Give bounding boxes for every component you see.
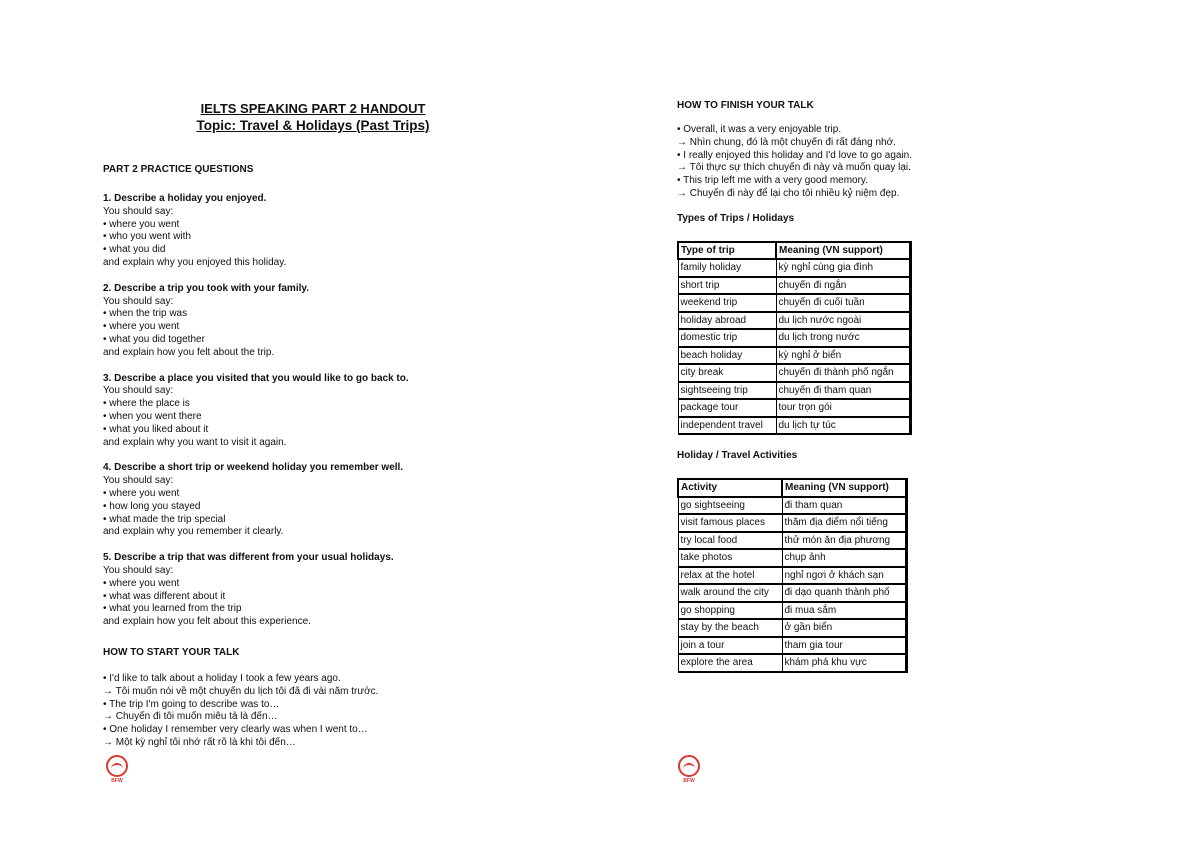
table-cell: kỳ nghỉ cùng gia đình [776, 259, 911, 277]
question-2 [103, 283, 543, 360]
table-row [678, 514, 907, 532]
question-line: and explain how you felt about this experience. [103, 616, 311, 628]
start-line: • One holiday I remember very clearly was when I went to… [103, 724, 368, 736]
question-3 [103, 373, 543, 450]
table-row [678, 619, 907, 637]
table-cell: du lịch nước ngoài [776, 312, 911, 330]
column-header: Activity [678, 479, 782, 497]
table-cell: walk around the city [678, 584, 782, 602]
table-cell: tour trọn gói [776, 399, 911, 417]
question-line: • what made the trip special [103, 513, 226, 525]
table-cell: tham gia tour [782, 637, 907, 655]
logo-text: BFW [683, 778, 695, 784]
question-prompt: 3. Describe a place you visited that you would like to go back to. [103, 372, 409, 384]
types-table [677, 241, 912, 436]
question-line: • where you went [103, 577, 180, 589]
question-line: You should say: [103, 475, 174, 487]
table-cell: chuyến đi ngắn [776, 277, 911, 295]
right-page [600, 0, 1200, 849]
table-cell: chuyến đi tham quan [776, 382, 911, 400]
question-line: • what you did together [103, 333, 205, 345]
table-row [678, 549, 907, 567]
question-prompt: 2. Describe a trip you took with your family. [103, 282, 309, 294]
question-line: • what you liked about it [103, 423, 209, 435]
table-row [678, 532, 907, 550]
page-title: IELTS SPEAKING PART 2 HANDOUT [200, 101, 426, 116]
table-row [678, 497, 907, 515]
question-line: • what was different about it [103, 590, 226, 602]
table-cell: short trip [678, 277, 776, 295]
table-cell: khám phá khu vực [782, 654, 907, 672]
table-cell: chụp ảnh [782, 549, 907, 567]
table-cell: chuyến đi thành phố ngắn [776, 364, 911, 382]
start-heading: HOW TO START YOUR TALK [103, 646, 240, 658]
start-line: • The trip I'm going to describe was to… [103, 698, 280, 710]
table-header-row [678, 242, 911, 260]
table-row [678, 347, 911, 365]
question-line: You should say: [103, 385, 174, 397]
table-row [678, 654, 907, 672]
table-row [678, 294, 911, 312]
left-content [103, 164, 543, 750]
table-cell: family holiday [678, 259, 776, 277]
table-cell: thử món ăn địa phương [782, 532, 907, 550]
question-line: • what you did [103, 244, 166, 256]
question-line: You should say: [103, 295, 174, 307]
question-line: • where you went [103, 321, 180, 333]
table-cell: du lịch tự túc [776, 417, 911, 435]
table-row [678, 417, 911, 435]
logo-text: BFW [111, 778, 123, 784]
table-cell: kỳ nghỉ ở biển [776, 347, 911, 365]
finish-line: • I really enjoyed this holiday and I'd love to go again. [677, 149, 913, 161]
question-line: • when you went there [103, 410, 202, 422]
table-cell: take photos [678, 549, 782, 567]
table-cell: nghỉ ngơi ở khách sạn [782, 567, 907, 585]
table-cell: try local food [678, 532, 782, 550]
table-cell: thăm địa điểm nổi tiếng [782, 514, 907, 532]
table-row [678, 312, 911, 330]
table-cell: đi tham quan [782, 497, 907, 515]
question-line: • where you went [103, 487, 180, 499]
table-cell: chuyến đi cuối tuần [776, 294, 911, 312]
right-content [677, 100, 1097, 688]
finish-line: • Overall, it was a very enjoyable trip. [677, 124, 842, 135]
table-cell: đi dạo quanh thành phố [782, 584, 907, 602]
column-header: Meaning (VN support) [782, 479, 907, 497]
question-line: • what you learned from the trip [103, 603, 242, 615]
question-line: and explain why you enjoyed this holiday. [103, 256, 287, 268]
table-cell: sightseeing trip [678, 382, 776, 400]
question-line: • where the place is [103, 398, 190, 410]
start-talk-section [103, 647, 543, 750]
question-1 [103, 193, 543, 270]
question-prompt: 4. Describe a short trip or weekend holiday you remember well. [103, 462, 404, 474]
table-cell: relax at the hotel [678, 567, 782, 585]
table-cell: go sightseeing [678, 497, 782, 515]
table-row [678, 364, 911, 382]
table-cell: stay by the beach [678, 619, 782, 637]
question-5 [103, 552, 543, 629]
question-line: You should say: [103, 564, 174, 576]
start-line: → Một kỳ nghỉ tôi nhớ rất rõ là khi tôi đến… [103, 736, 296, 748]
table-cell: domestic trip [678, 329, 776, 347]
activities-table [677, 478, 908, 673]
page-subtitle: Topic: Travel & Holidays (Past Trips) [196, 118, 430, 133]
question-line: and explain how you felt about the trip. [103, 346, 275, 358]
start-line: → Tôi muốn nói về một chuyến du lịch tôi đã đi vài năm trước. [103, 685, 379, 697]
bfw-logo [678, 755, 702, 789]
finish-heading: HOW TO FINISH YOUR TALK [677, 100, 814, 111]
table-row [678, 584, 907, 602]
table-cell: visit famous places [678, 514, 782, 532]
table-cell: package tour [678, 399, 776, 417]
table-cell: du lịch trong nước [776, 329, 911, 347]
question-line: You should say: [103, 205, 174, 217]
table-cell: city break [678, 364, 776, 382]
bfw-logo [106, 755, 130, 789]
finish-line: → Tôi thực sự thích chuyến đi này và muốn quay lại. [677, 162, 911, 174]
question-4 [103, 462, 543, 539]
question-line: and explain why you remember it clearly. [103, 526, 284, 538]
table-cell: explore the area [678, 654, 782, 672]
question-line: • who you went with [103, 231, 191, 243]
table-row [678, 602, 907, 620]
start-line: → Chuyến đi tôi muốn miêu tả là đến… [103, 711, 278, 723]
table-cell: holiday abroad [678, 312, 776, 330]
finish-line: → Nhìn chung, đó là một chuyến đi rất đáng nhớ. [677, 136, 896, 148]
table-row [678, 382, 911, 400]
types-table-title: Types of Trips / Holidays [677, 212, 795, 224]
table-row [678, 259, 911, 277]
table-cell: weekend trip [678, 294, 776, 312]
table-row [678, 277, 911, 295]
question-line: • where you went [103, 218, 180, 230]
question-line: • how long you stayed [103, 500, 201, 512]
table-cell: independent travel [678, 417, 776, 435]
column-header: Type of trip [678, 242, 776, 260]
logo-icon [678, 755, 700, 777]
table-row [678, 399, 911, 417]
practice-heading: PART 2 PRACTICE QUESTIONS [103, 164, 254, 175]
table-row [678, 637, 907, 655]
title-block [100, 100, 526, 134]
question-line: • when the trip was [103, 308, 188, 320]
question-line: and explain why you want to visit it again. [103, 436, 287, 448]
question-prompt: 1. Describe a holiday you enjoyed. [103, 193, 267, 204]
table-header-row [678, 479, 907, 497]
start-line: • I'd like to talk about a holiday I took a few years ago. [103, 672, 341, 684]
table-cell: go shopping [678, 602, 782, 620]
logo-icon [106, 755, 128, 777]
column-header: Meaning (VN support) [776, 242, 911, 260]
table-row [678, 567, 907, 585]
table-cell: ở gần biển [782, 619, 907, 637]
question-prompt: 5. Describe a trip that was different from your usual holidays. [103, 552, 394, 564]
table-cell: beach holiday [678, 347, 776, 365]
table-cell: đi mua sắm [782, 602, 907, 620]
finish-line: → Chuyến đi này để lại cho tôi nhiều kỷ niệm đẹp. [677, 187, 900, 199]
finish-line: • This trip left me with a very good memory. [677, 175, 868, 187]
activities-table-title: Holiday / Travel Activities [677, 450, 798, 462]
table-cell: join a tour [678, 637, 782, 655]
table-row [678, 329, 911, 347]
